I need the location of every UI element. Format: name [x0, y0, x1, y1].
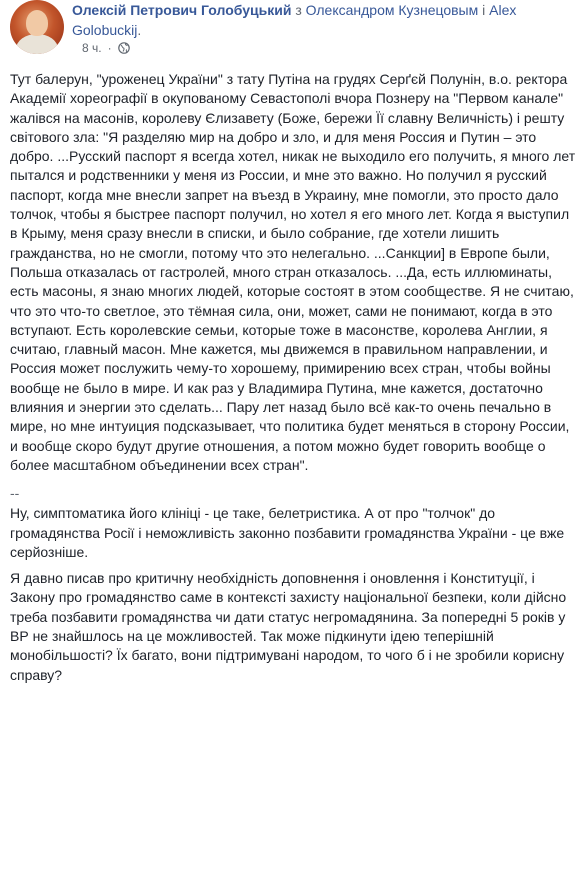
tagged-person-2-link[interactable]: Alex Golobuckij: [72, 2, 517, 38]
name-line-punct: .: [137, 22, 142, 38]
post-paragraph-3: Я давно писав про критичну необхідність доповнення і оновлення і Конституції, і Закону про громадянство саме в контексті захисту національної безпеки, коли дійсно треба позбавити громадянства чи дати статус негромадянина. За попередні 5 років у ВР не знайшлось на це можливостей. Так може підкинути ідею теперішній монобільшості? Їх багато, вони підтримувані народом, то чого б і не зробили корисну справу?: [10, 570, 571, 683]
author-avatar[interactable]: [10, 0, 64, 54]
avatar-shoulders: [16, 34, 58, 54]
post-paragraph-2: Ну, симптоматика його клініці - це таке, белетристика. А от про "толчок" до громадянства Росії і неможливість законно позбавити громадянства України - це вже серйозніше.: [10, 505, 568, 560]
meta-separator: ·: [107, 41, 112, 55]
and-word: і: [478, 2, 490, 18]
author-line: [72, 0, 572, 40]
post-paragraph-1: Тут балерун, "уроженец України" з тату Путіна на грудях Серґєй Полунін, в.о. ректора Академії хореографії в окупованому Севастополі вчора Познеру на "Первом канале" жалівся на масонів, королеву Єлизавету (Боже, бережи Її славну Величність) і решту світового зла: "Я разделяю мир на добро и зло, и для меня Россия и Путин – это добро. ...Русский паспорт я всегда хотел, никак не выходило его получить, я много лет пытался и родственники у меня из России, и мне это важно. Но получил я русский паспорт, когда мне внесли запрет на въезд в Украину, мне помогли, это просто дало толчок, чтобы я быстрее паспорт получил, но хотел я его много лет. Когда я выступил в Крыму, меня сразу внесли в списки, и было собрание, где хотели лишить гражданства, но не смогли, потому что это нелегально. ...Санкции] в Европе были, Польша отказалась от гастролей, много стран отказалось. ...Да, есть иллюминаты, есть масоны, я знаю многих людей, которые состоят в этом сообществе. Я не считаю, что это что-то светлое, это тёмная сила, они, может, сами не понимают, когда в это вступают. Есть королевские семьи, которые тоже в масонстве, королева Англии, я считаю, главный масон. Мне кажется, мы движемся в правильном направлении, и Россия может послужить чему-то хорошему, примирению всех стран, чтобы войны вообще не было в мире. И как раз у Владимира Путина, мне кажется, достаточно влияния и энергии это сделать... Пару лет назад было всё как-то очень печально в мире, но мне интуиция подсказывает, что политика будет меняться в сторону России, и вообще скоро будут другие отношения, а потом можно будет говорить вообще о более масштабном объединении всех стран".: [10, 71, 580, 473]
author-name-link[interactable]: Олексій Петрович Голобуцький: [72, 2, 292, 18]
tagged-person-1-link[interactable]: Олександром Кузнецовым: [305, 2, 479, 18]
post-text: [10, 70, 580, 692]
avatar-face: [26, 10, 48, 36]
globe-icon[interactable]: [118, 42, 130, 54]
post-timestamp-link[interactable]: 8 ч.: [82, 41, 102, 55]
post-separator: --: [10, 485, 20, 502]
post-header: [10, 0, 570, 60]
with-word: з: [291, 2, 306, 18]
post-meta: [82, 40, 130, 56]
